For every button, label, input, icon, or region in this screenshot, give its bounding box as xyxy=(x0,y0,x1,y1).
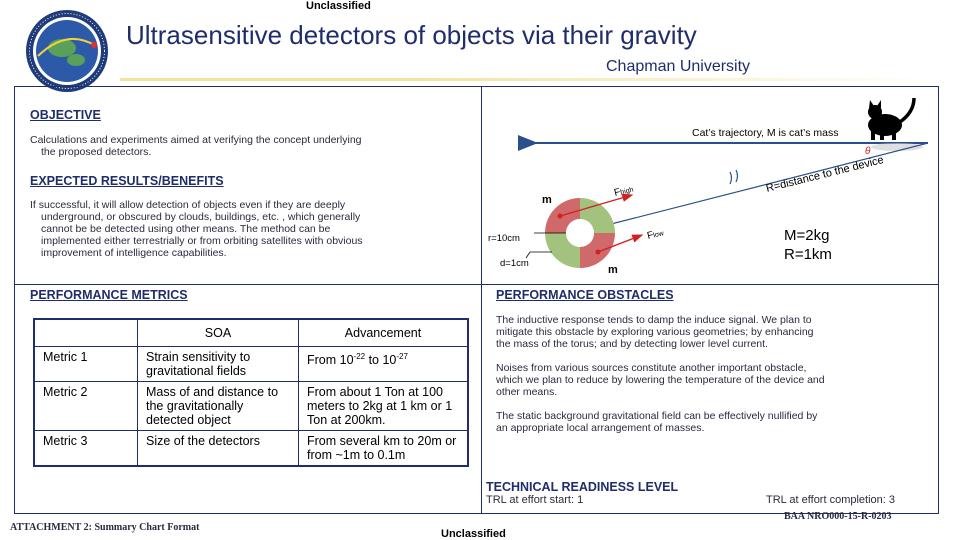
obstacles-paragraph-2: Noises from various sources constitute another important obstacle, which we plan to reduce by lowering the temperature of the device and other means. xyxy=(496,362,825,398)
attachment-label: ATTACHMENT 2: Summary Chart Format xyxy=(10,522,200,533)
metric-name: Metric 2 xyxy=(34,382,138,431)
force-high-label xyxy=(613,184,635,199)
table-row xyxy=(34,347,468,382)
detector-diagram xyxy=(482,92,938,284)
cat-icon xyxy=(868,98,914,140)
radius-label: r=10cm xyxy=(488,233,520,244)
trajectory-label: Cat’s trajectory, M is cat’s mass xyxy=(692,127,839,139)
metric-soa: Mass of and distance to the gravitationally detected object xyxy=(138,382,299,431)
mass-label-bottom: m xyxy=(608,264,618,276)
mass-label-top: m xyxy=(542,194,552,206)
svg-text:Flow: Flow xyxy=(646,229,665,242)
obstacles-heading: PERFORMANCE OBSTACLES xyxy=(496,288,674,302)
benefits-heading: EXPECTED RESULTS/BENEFITS xyxy=(30,174,224,188)
header-divider xyxy=(120,78,940,81)
horizontal-divider xyxy=(14,284,939,285)
column-header: SOA xyxy=(138,319,299,347)
table-row xyxy=(34,382,468,431)
column-header xyxy=(34,319,138,347)
column-header: Advancement xyxy=(299,319,469,347)
force-low-label xyxy=(646,227,666,242)
mass-value: M=2kg xyxy=(784,227,830,244)
classification-top: Unclassified xyxy=(306,0,371,12)
objective-heading: OBJECTIVE xyxy=(30,108,101,122)
benefits-line: improvement of intelligence capabilities. xyxy=(41,247,227,259)
benefits-line: cannot be be detected using other means. The method can be xyxy=(41,223,331,235)
classification-bottom: Unclassified xyxy=(441,528,506,540)
metric-advancement: From about 1 Ton at 100 meters to 2kg at 1 km or 1 Ton at 200km. xyxy=(299,382,469,431)
distance-value: R=1km xyxy=(784,246,832,263)
cat-shadow xyxy=(871,143,923,151)
organization-name: Chapman University xyxy=(606,58,751,75)
metric-advancement: From several km to 20m or from ~1m to 0.1m xyxy=(299,431,469,467)
metric-name: Metric 1 xyxy=(34,347,138,382)
thickness-label: d=1cm xyxy=(500,258,529,269)
obstacles-paragraph-1: The inductive response tends to damp the induce signal. We plan to mitigate this obstacle by exploring various geometries; by enhancing the mass of the torus; and by detecting lower level current. xyxy=(496,314,814,350)
objective-line: the proposed detectors. xyxy=(41,146,152,158)
metric-soa: Strain sensitivity to gravitational fields xyxy=(138,347,299,382)
benefits-line: underground, or obscured by clouds, buildings, etc. , which generally xyxy=(41,211,361,223)
metric-name: Metric 3 xyxy=(34,431,138,467)
obstacles-paragraph-3: The static background gravitational field can be effectively nullified by an appropriate local arrangement of masses. xyxy=(496,410,818,434)
page-title: Ultrasensitive detectors of objects via their gravity xyxy=(126,20,697,50)
nro-seal-icon xyxy=(24,8,110,94)
benefits-line: implemented either terrestrially or from orbiting satellites with obvious xyxy=(41,235,363,247)
benefits-text xyxy=(30,199,475,259)
trl-completion: TRL at effort completion: 3 xyxy=(766,494,896,506)
break-mark xyxy=(730,170,738,184)
theta-label: θ xyxy=(865,146,871,157)
objective-text xyxy=(30,134,470,158)
table-header-row xyxy=(34,319,468,347)
table-row xyxy=(34,431,468,467)
metrics-table xyxy=(33,318,469,467)
objective-line: Calculations and experiments aimed at verifying the concept underlying xyxy=(30,134,362,146)
benefits-line: If successful, it will allow detection of objects even if they are deeply xyxy=(30,199,346,211)
baa-number: BAA NRO000-15-R-0203 xyxy=(784,511,892,522)
metric-advancement: From $10^{-22}$ to $10^{-27}$ xyxy=(299,347,469,382)
trl-start: TRL at effort start: 1 xyxy=(486,494,584,506)
distance-label: R=distance to the device xyxy=(764,154,885,195)
metric-soa: Size of the detectors xyxy=(138,431,299,467)
svg-text:Fhigh: Fhigh xyxy=(613,186,635,199)
trl-heading: TECHNICAL READINESS LEVEL xyxy=(486,480,679,494)
metrics-heading: PERFORMANCE METRICS xyxy=(30,288,188,302)
